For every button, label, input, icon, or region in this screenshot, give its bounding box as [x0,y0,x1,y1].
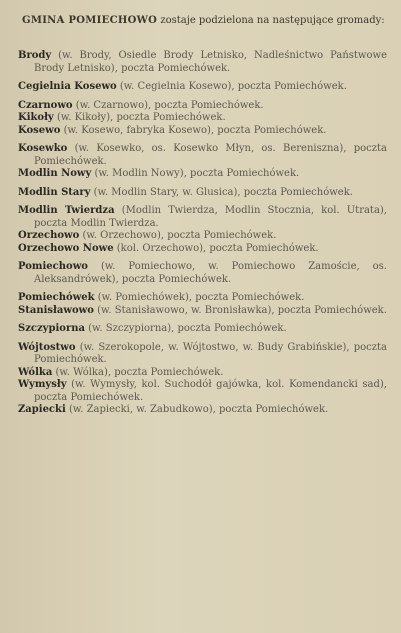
entry-name: Pomiechówek [18,292,95,303]
entry-description: (w. Cegielnia Kosewo), poczta Pomiechówek. [119,81,347,92]
intro-title: GMINA POMIECHOWO [22,15,158,26]
entry-description: (w. Szerokopole, w. Wójtostwo, w. Budy Grabińskie), poczta Pomiechówek. [34,341,387,365]
list-item [18,323,387,336]
entry-description: (w. Brody, Osiedle Brody Letnisko, Nadleśnictwo Państwowe Brody Letnisko), poczta Pomiechówek. [34,50,387,74]
entry-name: Zapiecki [18,404,66,415]
list-item [18,404,387,417]
entry-description: (w. Zapiecki, w. Zabudkowo), poczta Pomiechówek. [68,404,329,415]
list-item [18,305,387,318]
list-item [18,187,387,200]
list-item [18,379,387,404]
entry-name: Kikoły [18,112,54,123]
entry-description: (w. Kosewo, fabryka Kosewo), poczta Pomiechówek. [63,124,327,136]
list-item [18,143,387,168]
entry-description: (w. Kosewko, os. Kosewko Młyn, os. Bereniszna), poczta Pomiechówek. [34,143,387,167]
entry-name: Wymysły [18,379,67,390]
list-item [18,243,387,256]
entry-name: Wólka [18,366,53,378]
entry-name: Modlin Stary [18,186,91,198]
entry-description: (w. Stanisławowo, w. Bronisławka), poczta Pomiechówek. [97,304,387,316]
entry-name: Stanisławowo [18,304,94,316]
entry-name: Modlin Twierdza [18,205,115,216]
list-item [18,205,387,230]
list-item [18,112,387,125]
entry-name: Kosewko [18,143,68,154]
entry-description: (w. Orzechowo), poczta Pomiechówek. [82,230,277,241]
list-item [18,125,387,138]
list-item [18,50,387,75]
entry-name: Pomiechowo [18,261,88,272]
entry-name: Szczypiorna [18,323,85,334]
entry-description: (w. Kikoły), poczta Pomiechówek. [56,112,226,123]
entry-description: (w. Szczypiorna), poczta Pomiechówek. [88,323,287,334]
entry-description: (Modlin Twierdza, Modlin Stocznia, kol. Utrata), poczta Modlin Twierdza. [34,205,387,229]
entry-description: (w. Modlin Stary, w. Glusica), poczta Pomiechówek. [93,186,353,198]
list-item [18,261,387,286]
list-item [18,342,387,367]
entry-description: (w. Modlin Nowy), poczta Pomiechówek. [94,168,300,179]
entry-description: (w. Wymysły, kol. Suchodół gajówka, kol. Komendancki sad), poczta Pomiechówek. [34,379,387,403]
entry-name: Brody [18,50,52,61]
entry-name: Orzechowo Nowe [18,242,114,254]
list-item [18,367,387,380]
entry-description: (w. Czarnowo), poczta Pomiechówek. [75,99,264,111]
list-item [18,168,387,181]
entry-description: (w. Wólka), poczta Pomiechówek. [55,366,224,378]
list-item [18,292,387,305]
intro-paragraph [22,14,387,28]
entry-description: (w. Pomiechówek), poczta Pomiechówek. [97,292,305,303]
entry-name: Cegielnia Kosewo [18,81,117,92]
entry-name: Orzechowo [18,230,80,241]
list-item [18,100,387,113]
entry-name: Kosewo [18,124,61,136]
intro-text: zostaje podzielona na następujące gromady: [160,15,385,26]
entry-description: (kol. Orzechowo), poczta Pomiechówek. [116,242,319,254]
entry-description: (w. Pomiechowo, w. Pomiechowo Zamoście, os. Aleksandrówek), poczta Pomiechówek. [34,261,387,285]
entry-name: Modlin Nowy [18,168,92,179]
entry-name: Wójtostwo [18,341,76,353]
entry-name: Czarnowo [18,99,73,111]
list-item [18,81,387,94]
list-item [18,230,387,243]
